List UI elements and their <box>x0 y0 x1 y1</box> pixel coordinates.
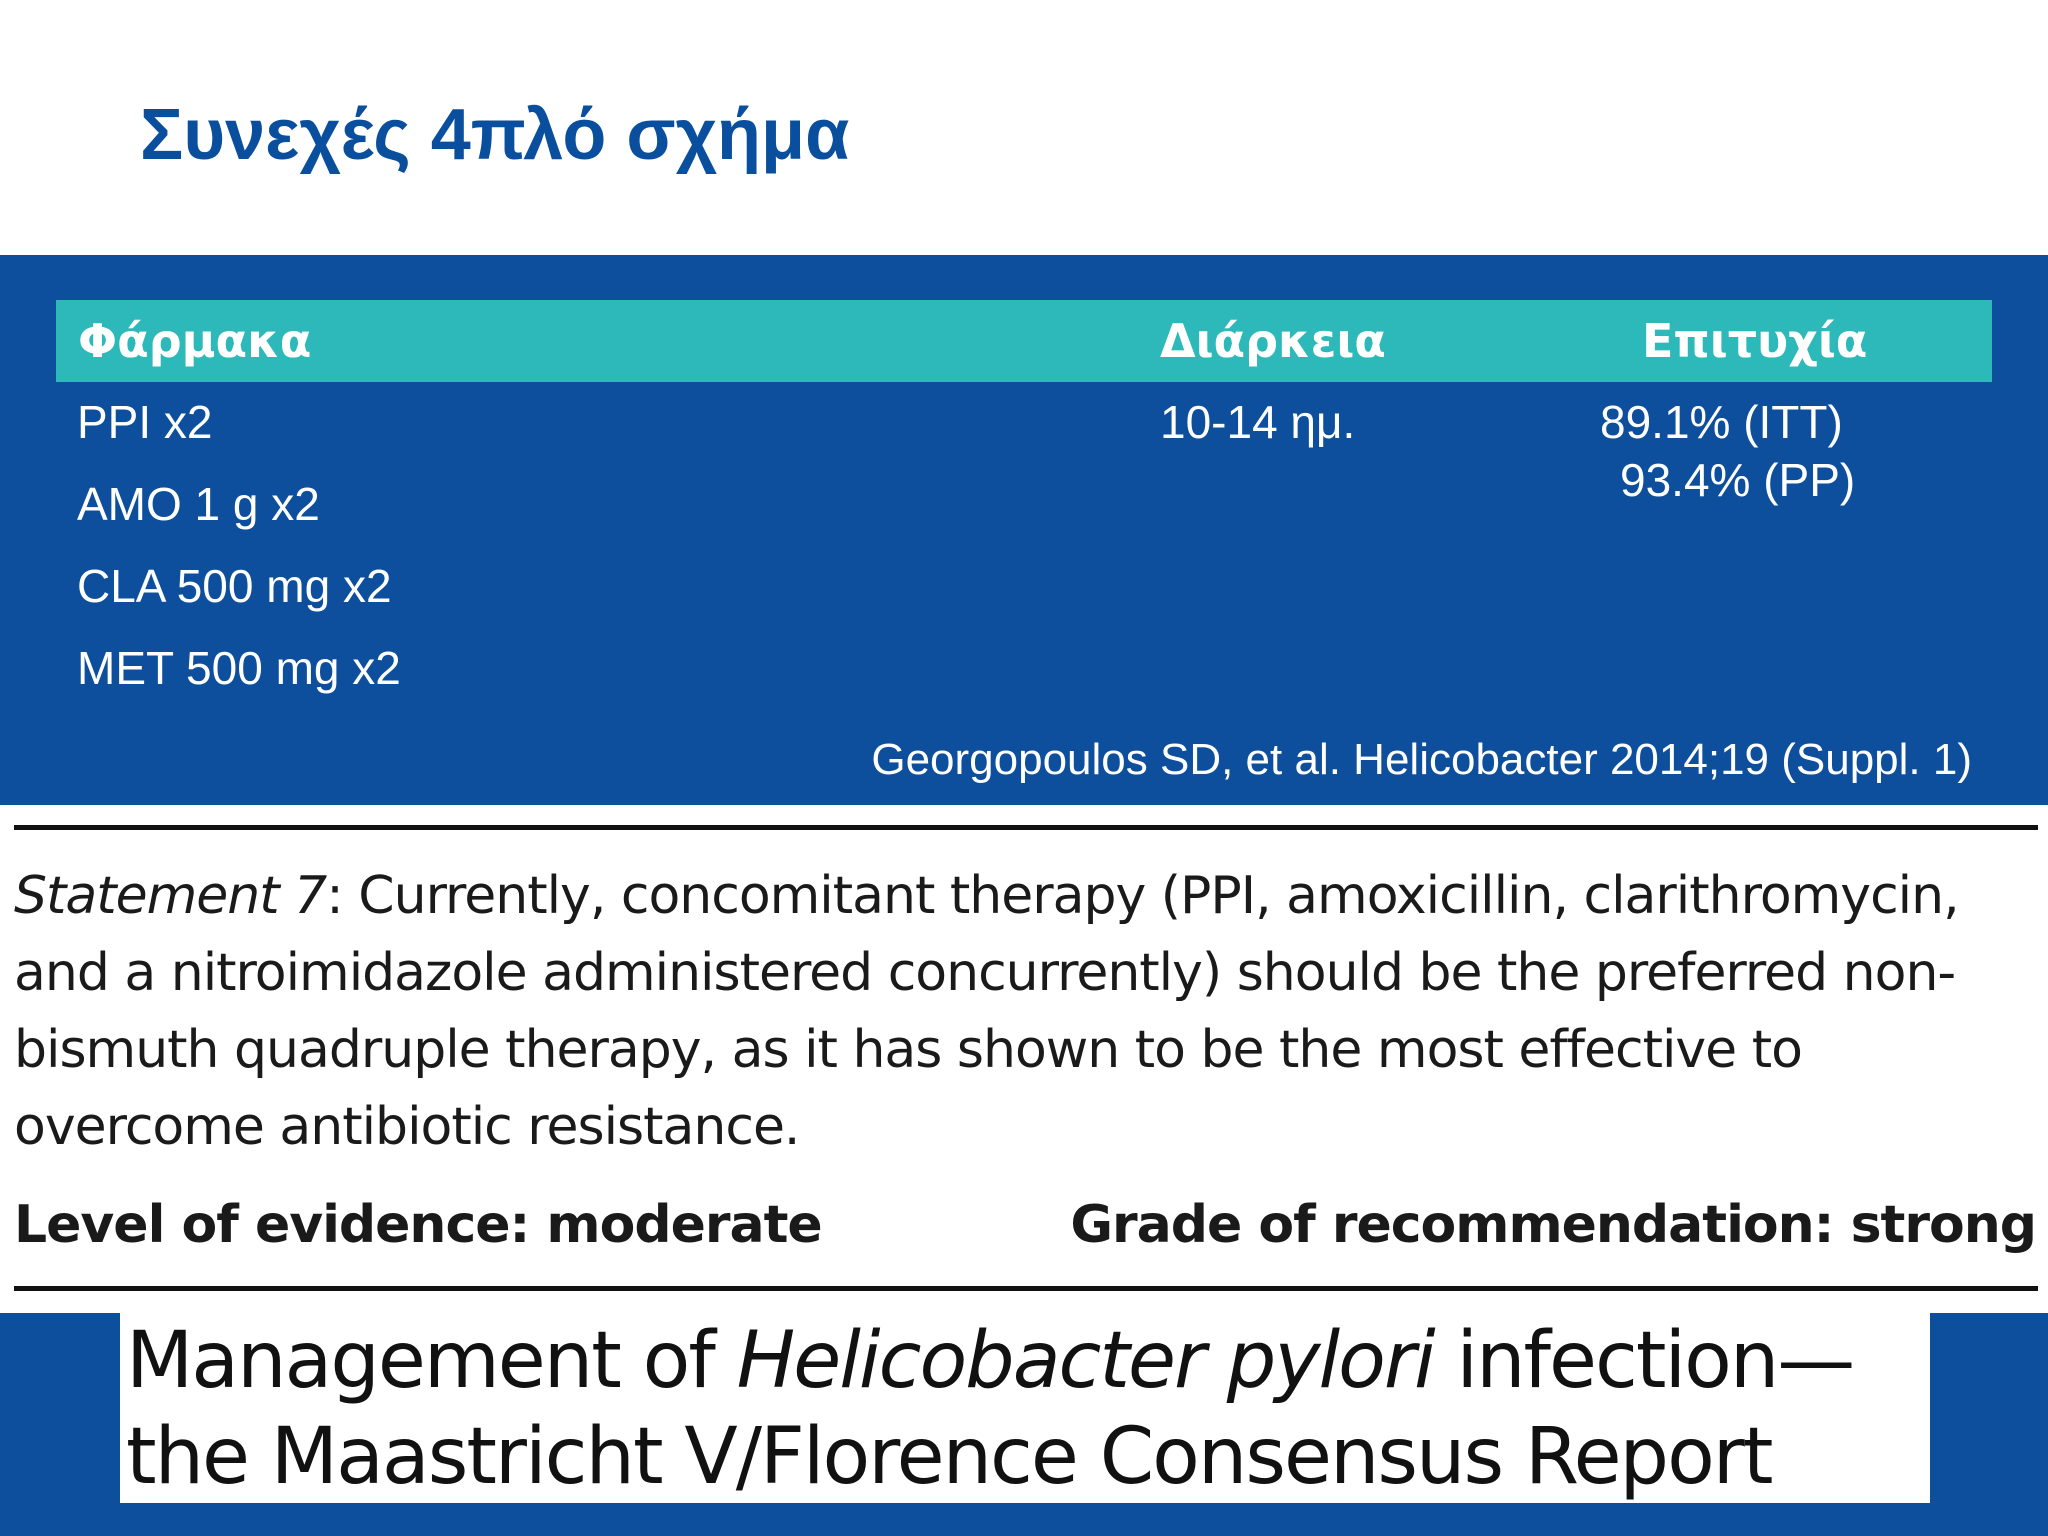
report-title <box>126 1313 1926 1505</box>
level-of-evidence: Level of evidence: moderate <box>14 1195 822 1255</box>
drug-item: MET 500 mg x2 <box>77 642 401 694</box>
grade-of-recommendation: Grade of recommendation: strong <box>1070 1195 2036 1255</box>
header-drugs: Φάρμακα <box>78 314 312 368</box>
success-pp: 93.4% (PP) <box>1620 454 1856 506</box>
success-itt: 89.1% (ITT) <box>1600 396 1843 448</box>
slide-title: Συνεχές 4πλό σχήμα <box>140 95 850 175</box>
citation: Georgopoulos SD, et al. Helicobacter 2014;19 (Suppl. 1) <box>871 735 1972 784</box>
duration-value: 10-14 ημ. <box>1160 396 1356 448</box>
statement-body: : Currently, concomitant therapy (PPI, amoxicillin, clarithromycin, and a nitroimidazole administered concurrently) should be the preferred non-bismuth quadruple therapy, as it has shown to be the most effective to overcome antibiotic resistance. <box>14 866 1959 1157</box>
header-success: Επιτυχία <box>1642 314 1868 368</box>
table-header-row <box>56 300 1992 382</box>
report-title-suffix: infection—the Maastricht V/Florence Consensus Report <box>126 1316 1854 1502</box>
statement-label: Statement 7 <box>14 866 327 926</box>
header-duration: Διάρκεια <box>1160 314 1386 368</box>
divider-top <box>14 825 2038 830</box>
drug-item: CLA 500 mg x2 <box>77 560 392 612</box>
report-title-box <box>120 1313 1930 1503</box>
divider-bottom <box>14 1286 2038 1291</box>
statement-text <box>14 858 2044 1166</box>
report-title-prefix: Management of <box>126 1316 737 1406</box>
drug-item: PPI x2 <box>77 396 213 448</box>
report-title-organism: Helicobacter pylori <box>736 1316 1434 1406</box>
drug-item: AMO 1 g x2 <box>77 478 320 530</box>
